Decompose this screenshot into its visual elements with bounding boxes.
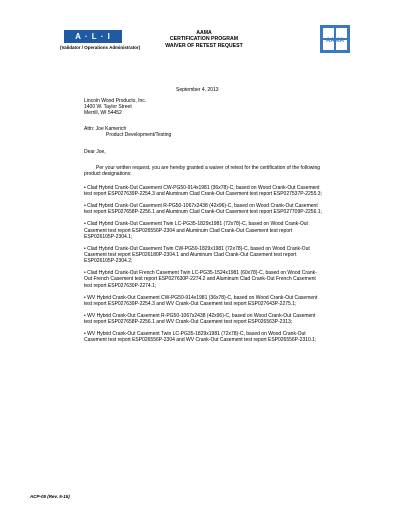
form-code: ACP-05 (Rev. 5-15) [30,494,70,499]
list-item: • Clad Hybrid Crank-Out French Casement Twin LC-PG35-1524x1981 (60x78)-C, based on Wood Crank-Out French Casement test report ESP027630P-2274.2 and Aluminum Clad Crank-Out French Casement test report ESP027630P-2274.1; [84,270,317,289]
list-item: • Clad Hybrid Crank-Out Casement CW-PG50-914x1981 (36x78)-C, based on Wood Crank-Out Casement test report ESP027639P-2254.3 and Aluminum Clad Crank-Out Casement test report ESP027537P-2255.3; [84,185,322,198]
ali-logo: A · L · I [64,30,122,43]
waiver-title: WAIVER OF RETEST REQUEST [165,42,243,49]
list-item: • Clad Hybrid Crank-Out Casement Twin LC-PG35-1829x1981 (72x78)-C, based on Wood Crank-Out Casement test report ESP026556P-2304 and Aluminum Clad Crank-Out Casement test report ESP026105P-2304.1; [84,221,308,240]
org-name: AAMA [196,30,212,36]
address-line: 1400 W. Taylor Street [84,104,132,111]
validator-note: (Validator / Operations Administrator) [60,45,141,50]
list-item: • WV Hybrid Crank-Out Casement R-PG50-1067x2438 (42x96)-C, based on Wood Crank-Out Casement test report ESP027658P-2256.1 and WV Crank-Out Casement test report ESP026563P-2313; [84,312,316,326]
list-item: • WV Hybrid Crank-Out Casement CW-PG50-914x1981 (36x78)-C, based on Wood Crank-Out Casement test report ESP027639P-2254.3 and WV Crank-Out Casement test report ESP027643P-2275.1; [84,294,318,307]
list-item: • WV Hybrid Crank-Out Casement Twin LC-PG35-1829x1981 (72x78)-C, based on Wood Crank-Out Casement test report ESP026556P-2304 and WV Crank-Out Casement test report ESP026556P-2310.1; [84,331,317,344]
attn-title: Product Development/Testing [106,132,172,139]
intro-paragraph: Per your written request, you are hereby granted a waiver of retest for the certification of the following product designations: [84,165,321,178]
salutation: Dear Joe, [84,149,106,155]
program-name: CERTIFICATION PROGRAM [169,36,239,43]
letter-header [150,30,258,49]
attn-line: Attn: Joe Kamerich [84,126,127,132]
aama-logo-text: AAMA [326,38,344,44]
letter-date: September 4, 2013 [176,87,219,93]
recipient-address [84,98,322,117]
list-item: • Clad Hybrid Crank-Out Casement R-PG50-1067x2438 (42x96)-C, based on Wood Crank-Out Casement test report ESP027658P-2256.1 and Aluminum Clad Crank-Out Casement test report ESP027709P-2256.1; [84,203,322,216]
aama-logo [320,25,350,53]
address-line: Merrill, WI 54452 [84,110,122,117]
product-list [84,185,322,349]
address-line: Lincoln Wood Products, Inc. [84,98,147,104]
attention-block [84,126,322,138]
list-item: • Clad Hybrid Crank-Out Casement Twin CW-PG50-1829x1981 (72x78)-C, based on Wood Crank-Out Casement test report ESP026180P-2304.1 and Aluminum Clad Crank-Out Casement test report ESP026105P-2304.2; [84,245,310,265]
